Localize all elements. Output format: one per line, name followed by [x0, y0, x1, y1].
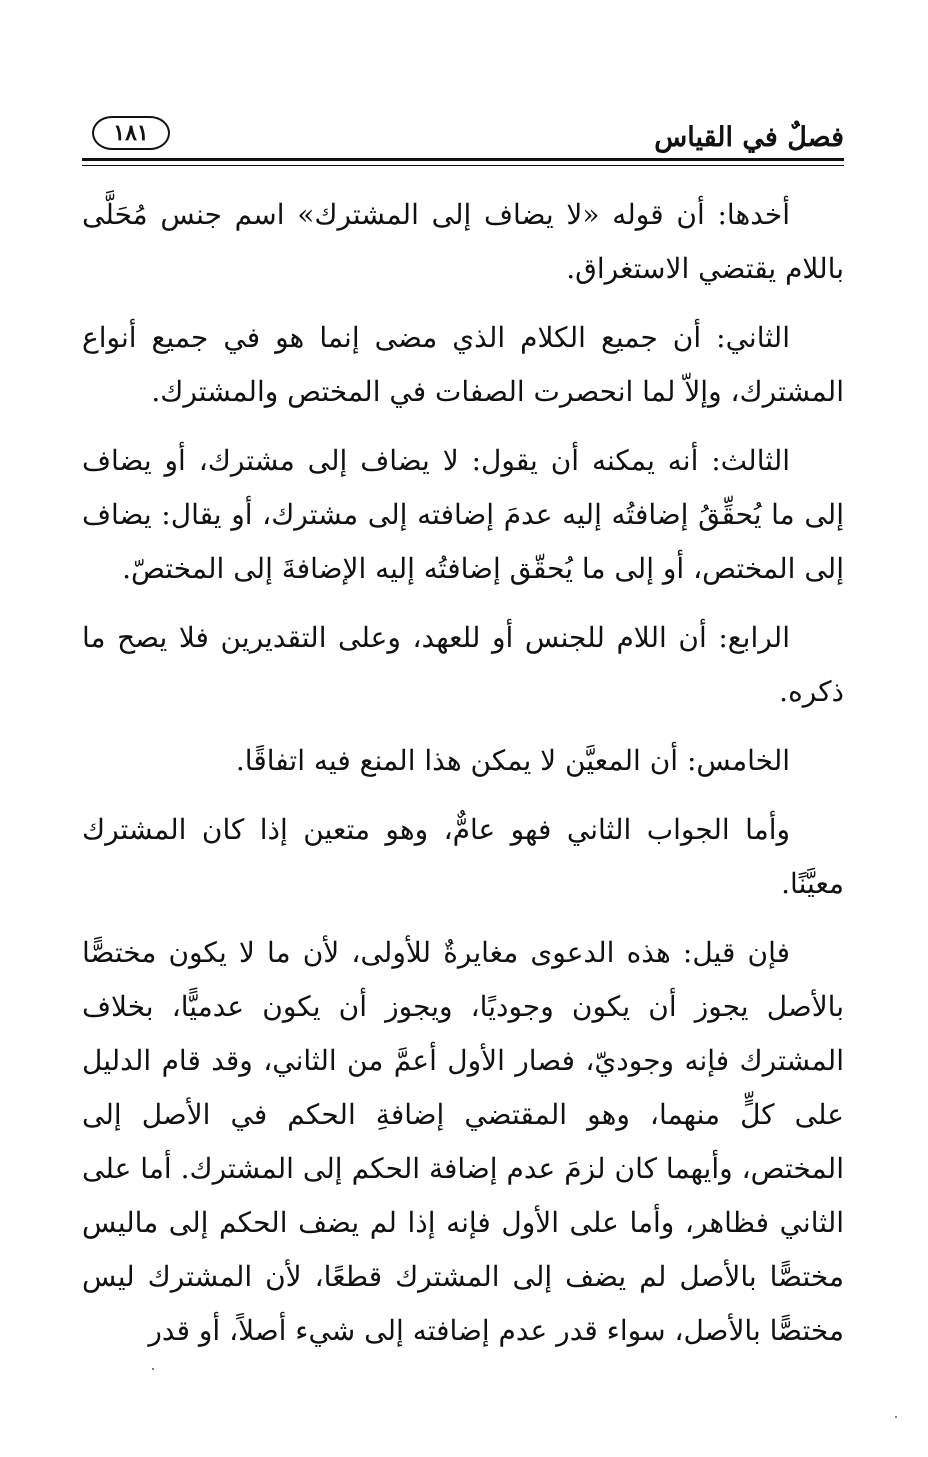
page-number: ١٨١ [113, 120, 149, 146]
paragraph-second-answer: وأما الجواب الثاني فهو عامٌّ، وهو متعين إذا كان المشترك معيَّنًا. [82, 813, 844, 900]
paragraph-fourth-point: الرابع: أن اللام للجنس أو للعهد، وعلى التقديرين فلا يصح ما ذكره. [82, 621, 844, 708]
page-number-frame [92, 116, 170, 150]
running-header [82, 112, 844, 160]
paragraph-fifth-point: الخامس: أن المعيَّن لا يمكن هذا المنع فيه اتفاقًا. [235, 744, 790, 777]
paragraph-first-point: أخدها: أن قوله «لا يضاف إلى المشترك» اسم جنس مُحَلَّى باللام يقتضي الاستغراق. [82, 198, 844, 285]
paragraph-third-point: الثالث: أنه يمكنه أن يقول: لا يضاف إلى مشترك، أو يضاف إلى ما يُحقِّقُ إضافتُه إليه عدمَ إضافته إلى مشترك، أو يقال: يضاف إلى المختص، أو إلى ما يُحقّق إضافتُه إليه الإضافةَ إلى المختصّ. [82, 444, 844, 585]
header-rule-thin [82, 165, 844, 166]
body-text [82, 188, 844, 1358]
scan-speck [152, 1368, 154, 1370]
scan-speck [895, 1416, 897, 1418]
paragraph-objection: فإن قيل: هذه الدعوى مغايرةٌ للأولى، لأن ما لا يكون مختصًّا بالأصل يجوز أن يكون وجوديًا، ويجوز أن يكون عدميًّا، بخلاف المشترك فإنه وجوديّ، فصار الأول أعمَّ من الثاني، وقد قام الدليل على كلٍّ منهما، وهو المقتضي إضافةِ الحكم في الأصل إلى المختص، وأيهما كان لزمَ عدم إضافة الحكم إلى المشترك. أما على الثاني فظاهر، وأما على الأول فإنه إذا لم يضف الحكم إلى ماليس مختصًّا بالأصل لم يضف إلى المشترك قطعًا، لأن المشترك ليس مختصًّا بالأصل، سواء قدر عدم إضافته إلى شيء أصلاً، أو قدر [82, 936, 845, 1347]
paragraph-second-point: الثاني: أن جميع الكلام الذي مضى إنما هو في جميع أنواع المشترك، وإلاّ لما انحصرت الصفات في المختص والمشترك. [82, 321, 844, 408]
chapter-title: فصلٌ في القياس [654, 122, 844, 153]
header-rule-thick [82, 158, 844, 161]
